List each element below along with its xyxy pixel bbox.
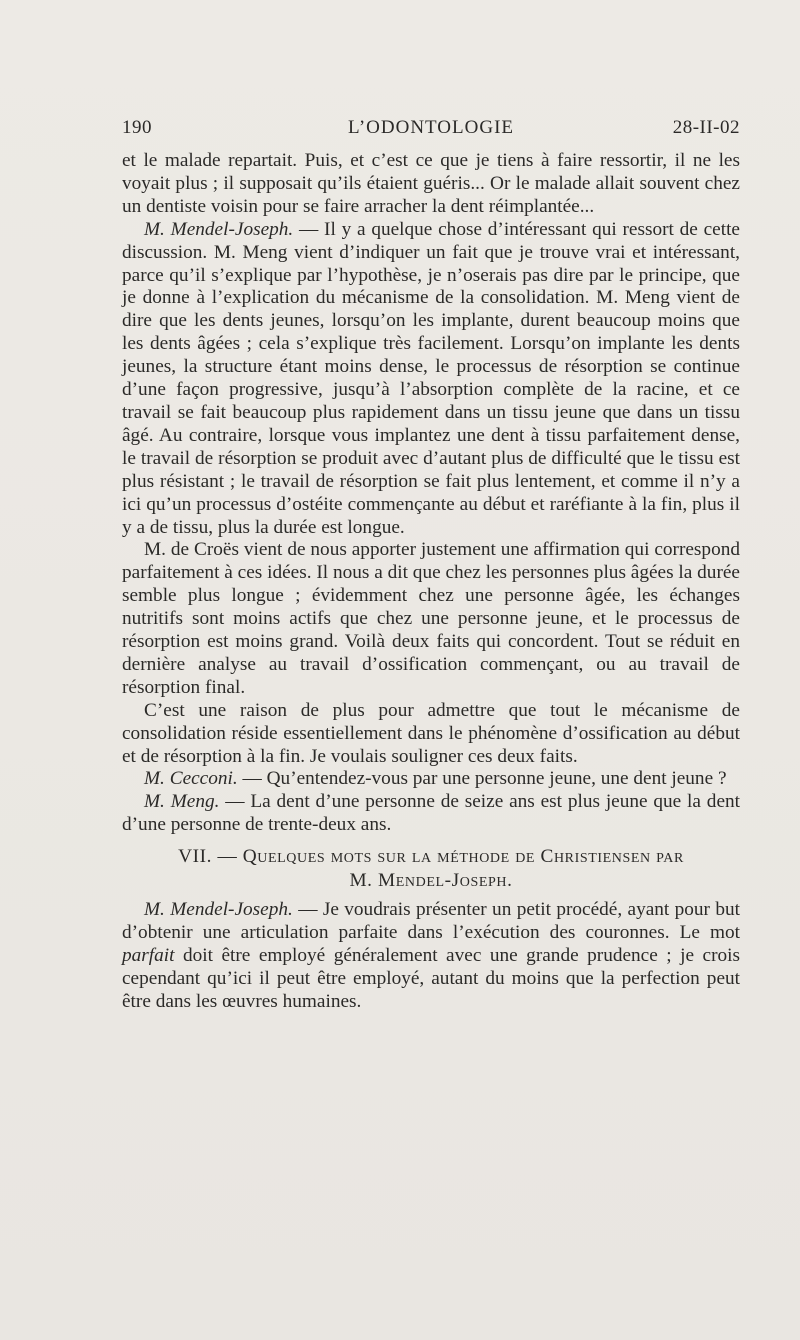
- section-heading-line: VII. — Quelques mots sur la méthode de Christiensen par: [178, 846, 684, 868]
- speaker-name: M. Mendel-Joseph.: [144, 899, 293, 921]
- paragraph: [122, 899, 740, 1014]
- paragraph-text: — La dent d’une personne de seize ans est plus jeune que la dent d’une personne de trente-deux ans.: [122, 791, 740, 836]
- paragraph-text: C’est une raison de plus pour admettre que tout le mécanisme de consolidation réside essentiellement dans le phénomène d’ossification au début et de résorption à la fin. Je voulais souligner ces deux faits.: [122, 699, 740, 767]
- paragraph: [122, 539, 740, 699]
- paragraph: [122, 791, 740, 837]
- journal-title: L’ODONTOLOGIE: [347, 117, 515, 138]
- issue-date: 28-II-02: [672, 117, 740, 138]
- paragraph-text: M. de Croës vient de nous apporter justement une affirmation qui correspond parfaitement à ces idées. Il nous a dit que chez les personnes plus âgées la durée semble plus longue ; évidemment chez une personne âgée, les échanges nutritifs sont moins actifs que chez une personne jeune, et le processus de résorption est moins grand. Voilà deux faits qui concordent. Tout se réduit en dernière analyse au travail d’ossification commençant, ou au travail de résorption final.: [122, 539, 740, 698]
- paragraph: [122, 150, 740, 219]
- paragraph: [122, 768, 740, 791]
- paragraph-text: — Je voudrais présenter un petit procédé, ayant pour but d’obtenir une articulation parfaite dans l’exécution des couronnes. Le mot: [122, 899, 740, 944]
- paragraph: [122, 219, 740, 540]
- paragraph-text: — Qu’entendez-vous par une personne jeune, une dent jeune ?: [237, 768, 727, 790]
- page-number: 190: [122, 117, 152, 138]
- paragraph-text: — Il y a quelque chose d’intéressant qui ressort de cette discussion. M. Meng vient d’indiquer un fait que je trouve vrai et intéressant, parce qu’il s’explique par l’hypothèse, je n’oserais pas dire par le principe, que je donne à l’explication du mécanisme de la consolidation. M. Meng vient de dire que les dents jeunes, lorsqu’on les implante, durent beaucoup moins que les dents âgées ; cela s’explique très facilement. Lorsqu’on implante les dents jeunes, la structure étant moins dense, le processus de résorption se continue d’une façon progressive, jusqu’à l’absorption complète de la racine, et ce travail se fait beaucoup plus rapidement dans un tissu jeune que dans un tissu âgé. Au contraire, lorsque vous implantez une dent à tissu parfaitement dense, le travail de résorption se produit avec d’autant plus de difficulté que le tissu est plus résistant ; le travail de résorption se fait plus lentement, et comme il n’y a ici qu’un processus d’ostéite commençante au début et raréfiante à la fin, plus il y a de tissu, plus la durée est longue.: [122, 218, 740, 538]
- section-heading: [122, 845, 740, 893]
- paragraph-text: et le malade repartait. Puis, et c’est ce que je tiens à faire ressortir, il ne les voyait plus ; il supposait qu’ils étaient guéris... Or le malade allait souvent chez un dentiste voisin pour se faire arracher la dent réimplantée...: [122, 150, 740, 217]
- speaker-name: M. Cecconi.: [144, 768, 238, 790]
- page-body: [122, 150, 740, 1014]
- speaker-name: M. Meng.: [144, 791, 220, 813]
- speaker-name: M. Mendel-Joseph.: [144, 218, 294, 240]
- running-header: [122, 117, 740, 141]
- emphasized-word: parfait: [122, 945, 175, 966]
- section-heading-author: M. Mendel-Joseph.: [349, 870, 513, 892]
- paragraph-text: doit être employé généralement avec une grande prudence ; je crois cependant qu’ici il peut être employé, autant du moins que la perfection peut être dans les œuvres humaines.: [122, 945, 740, 1012]
- paragraph: [122, 700, 740, 769]
